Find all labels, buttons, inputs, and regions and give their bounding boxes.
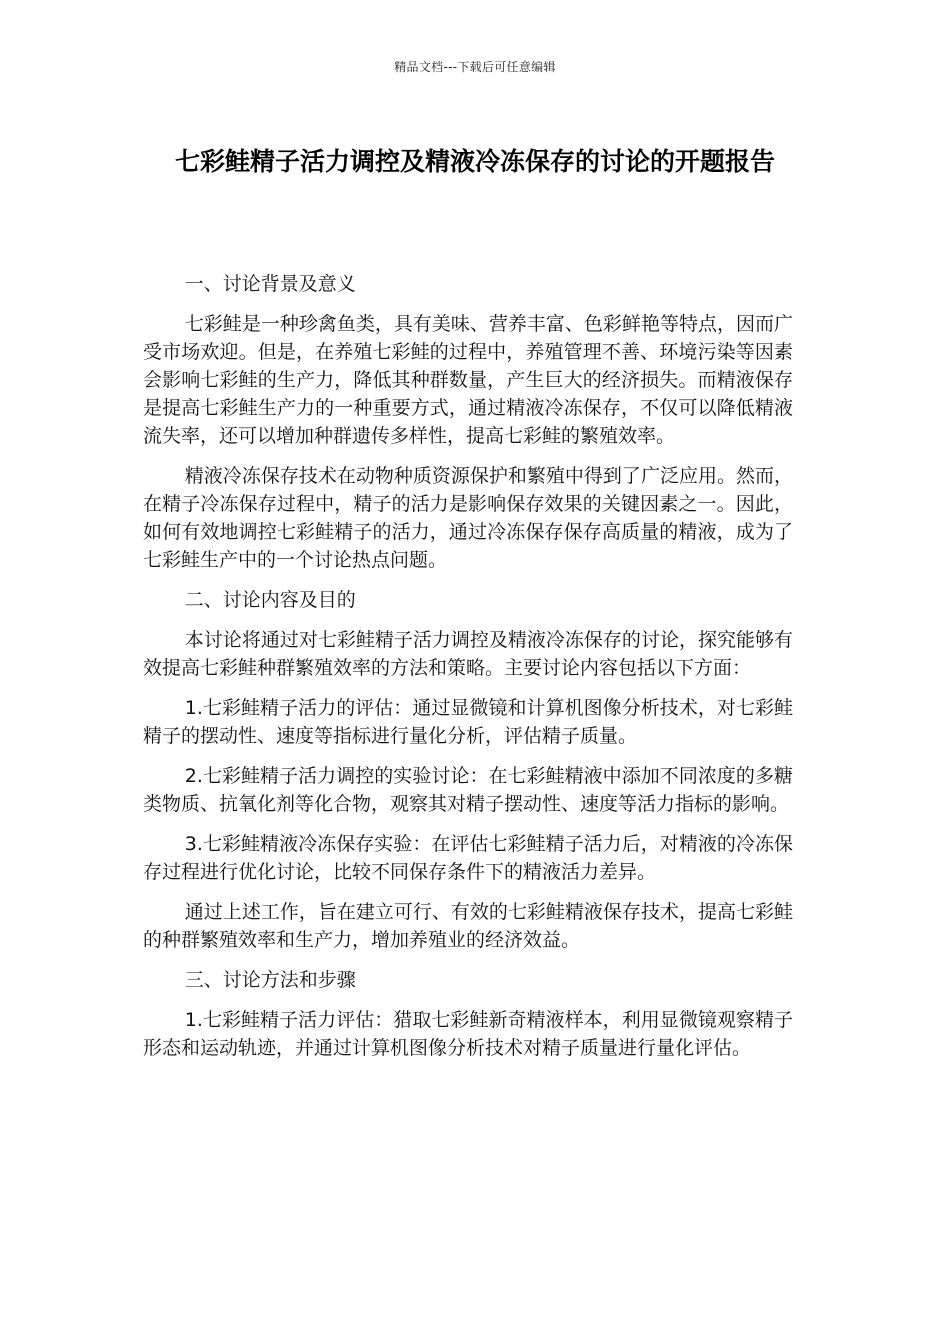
- paragraph: 精液冷冻保存技术在动物种质资源保护和繁殖中得到了广泛应用。然而，在精子冷冻保存过程中，精子的活力是影响保存效果的关键因素之一。因此，如何有效地调控七彩鲑精子的活力，通过冷冻保存保存高质量的精液，成为了七彩鲑生产中的一个讨论热点问题。: [143, 465, 793, 571]
- header-note: 精品文档---下载后可任意编辑: [394, 60, 556, 74]
- section-heading: 三、讨论方法和步骤: [184, 969, 356, 991]
- paragraph: 七彩鲑是一种珍禽鱼类，具有美味、营养丰富、色彩鲜艳等特点，因而广受市场欢迎。但是，在养殖七彩鲑的过程中，养殖管理不善、环境污染等因素会影响七彩鲑的生产力，降低其种群数量，产生巨大的经济损失。而精液保存是提高七彩鲑生产力的一种重要方式，通过精液冷冻保存，不仅可以降低精液流失率，还可以增加种群遗传多样性，提高七彩鲑的繁殖效率。: [143, 313, 793, 447]
- list-item: 3.七彩鲑精液冷冻保存实验：在评估七彩鲑精子活力后，对精液的冷冻保存过程进行优化讨论，比较不同保存条件下的精液活力差异。: [143, 833, 793, 883]
- paragraph: 本讨论将通过对七彩鲑精子活力调控及精液冷冻保存的讨论，探究能够有效提高七彩鲑种群繁殖效率的方法和策略。主要讨论内容包括以下方面：: [143, 629, 793, 679]
- list-item: 1.七彩鲑精子活力评估：猎取七彩鲑新奇精液样本，利用显微镜观察精子形态和运动轨迹，并通过计算机图像分析技术对精子质量进行量化评估。: [143, 1009, 793, 1059]
- document-title: 七彩鲑精子活力调控及精液冷冻保存的讨论的开题报告: [174, 147, 775, 176]
- list-item: 1.七彩鲑精子活力的评估：通过显微镜和计算机图像分析技术，对七彩鲑精子的摆动性、速度等指标进行量化分析，评估精子质量。: [143, 697, 793, 747]
- section-heading: 一、讨论背景及意义: [184, 273, 356, 295]
- section-heading: 二、讨论内容及目的: [184, 589, 356, 611]
- document-body: [143, 270, 793, 1074]
- paragraph: 通过上述工作，旨在建立可行、有效的七彩鲑精液保存技术，提高七彩鲑的种群繁殖效率和生产力，增加养殖业的经济效益。: [143, 901, 793, 951]
- list-item: 2.七彩鲑精子活力调控的实验讨论：在七彩鲑精液中添加不同浓度的多糖类物质、抗氧化剂等化合物，观察其对精子摆动性、速度等活力指标的影响。: [143, 765, 793, 815]
